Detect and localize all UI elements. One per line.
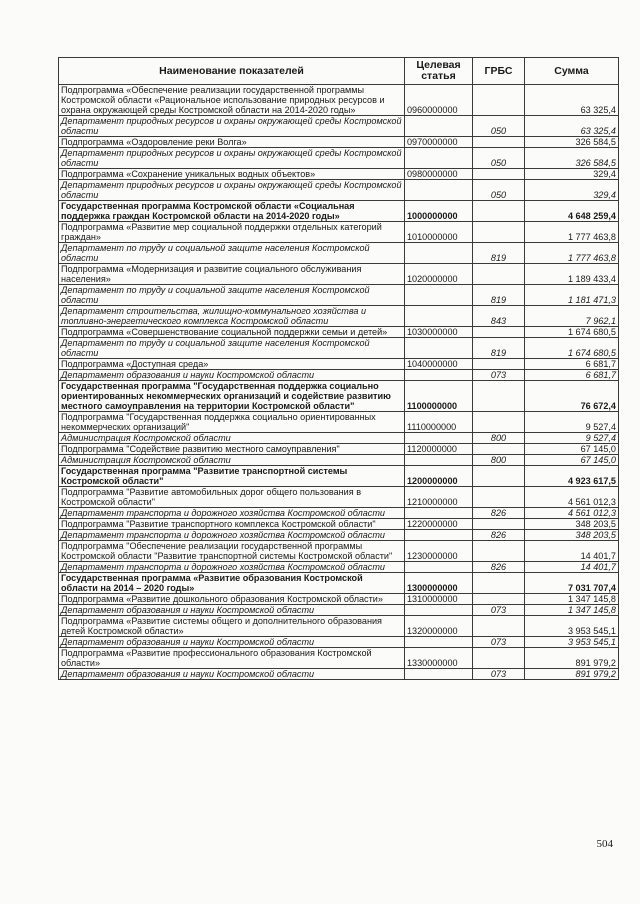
table-row-department <box>59 148 619 169</box>
cell-grbs: 819 <box>473 338 525 359</box>
cell-code <box>405 148 473 169</box>
cell-name: Департамент по труду и социальной защите населения Костромской области <box>59 243 405 264</box>
table-row-subprogram <box>59 648 619 669</box>
header-name: Наименование показателей <box>59 58 405 85</box>
cell-grbs: 050 <box>473 116 525 137</box>
cell-code: 1220000000 <box>405 519 473 530</box>
cell-name: Подпрограмма "Государственная поддержка социально ориентированных некоммерческих организаций" <box>59 412 405 433</box>
cell-sum: 326 584,5 <box>525 137 619 148</box>
cell-code: 1110000000 <box>405 412 473 433</box>
cell-grbs <box>473 444 525 455</box>
table-row-department <box>59 370 619 381</box>
cell-sum: 67 145,0 <box>525 455 619 466</box>
cell-name: Подпрограмма "Развитие транспортного комплекса Костромской области" <box>59 519 405 530</box>
cell-name: Подпрограмма «Модернизация и развитие социального обслуживания населения» <box>59 264 405 285</box>
table-row-subprogram <box>59 444 619 455</box>
table-row-department <box>59 306 619 327</box>
cell-grbs: 819 <box>473 285 525 306</box>
cell-code: 1300000000 <box>405 573 473 594</box>
table-row-subprogram <box>59 85 619 116</box>
cell-sum: 9 527,4 <box>525 433 619 444</box>
cell-name: Подпрограмма "Развитие автомобильных дорог общего пользования в Костромской области" <box>59 487 405 508</box>
cell-name: Департамент образования и науки Костромской области <box>59 605 405 616</box>
table-row-department <box>59 243 619 264</box>
cell-grbs: 819 <box>473 243 525 264</box>
cell-grbs <box>473 264 525 285</box>
table-row-program <box>59 201 619 222</box>
cell-code <box>405 433 473 444</box>
cell-code: 1100000000 <box>405 381 473 412</box>
cell-grbs: 073 <box>473 669 525 680</box>
cell-grbs <box>473 201 525 222</box>
table-row-department <box>59 530 619 541</box>
cell-sum: 9 527,4 <box>525 412 619 433</box>
cell-grbs: 073 <box>473 637 525 648</box>
cell-code: 1120000000 <box>405 444 473 455</box>
table-row-subprogram <box>59 541 619 562</box>
cell-sum: 3 953 545,1 <box>525 616 619 637</box>
table-row-department <box>59 562 619 573</box>
table-row-subprogram <box>59 616 619 637</box>
cell-name: Государственная программа Костромской области «Социальная поддержка граждан Костромской области на 2014-2020 годы» <box>59 201 405 222</box>
table-row-department <box>59 180 619 201</box>
cell-code: 1210000000 <box>405 487 473 508</box>
cell-sum: 4 561 012,3 <box>525 508 619 519</box>
cell-code: 1330000000 <box>405 648 473 669</box>
cell-sum: 1 777 463,8 <box>525 222 619 243</box>
cell-code <box>405 116 473 137</box>
table-row-department <box>59 455 619 466</box>
cell-grbs <box>473 519 525 530</box>
cell-code <box>405 180 473 201</box>
cell-code <box>405 243 473 264</box>
cell-name: Департамент по труду и социальной защите населения Костромской области <box>59 285 405 306</box>
cell-name: Подпрограмма «Развитие мер социальной поддержки отдельных категорий граждан» <box>59 222 405 243</box>
cell-code: 1040000000 <box>405 359 473 370</box>
cell-code <box>405 637 473 648</box>
cell-grbs <box>473 359 525 370</box>
cell-grbs <box>473 594 525 605</box>
table-row-subprogram <box>59 264 619 285</box>
cell-sum: 891 979,2 <box>525 669 619 680</box>
cell-sum: 7 962,1 <box>525 306 619 327</box>
cell-grbs: 073 <box>473 370 525 381</box>
table-row-subprogram <box>59 222 619 243</box>
cell-code <box>405 530 473 541</box>
cell-code: 0970000000 <box>405 137 473 148</box>
cell-sum: 1 347 145,8 <box>525 594 619 605</box>
cell-sum: 1 777 463,8 <box>525 243 619 264</box>
cell-code: 1000000000 <box>405 201 473 222</box>
cell-name: Департамент образования и науки Костромской области <box>59 370 405 381</box>
cell-grbs <box>473 137 525 148</box>
cell-sum: 76 672,4 <box>525 381 619 412</box>
cell-grbs <box>473 487 525 508</box>
cell-code <box>405 669 473 680</box>
header-sum: Сумма <box>525 58 619 85</box>
cell-name: Подпрограмма «Развитие системы общего и дополнительного образования детей Костромской области» <box>59 616 405 637</box>
cell-sum: 4 561 012,3 <box>525 487 619 508</box>
cell-code: 1310000000 <box>405 594 473 605</box>
cell-code: 1030000000 <box>405 327 473 338</box>
table-row-department <box>59 285 619 306</box>
cell-sum: 63 325,4 <box>525 116 619 137</box>
table-row-department <box>59 637 619 648</box>
cell-grbs <box>473 616 525 637</box>
table-row-subprogram <box>59 412 619 433</box>
cell-grbs: 826 <box>473 562 525 573</box>
cell-name: Департамент образования и науки Костромской области <box>59 669 405 680</box>
cell-sum: 1 674 680,5 <box>525 338 619 359</box>
cell-code <box>405 306 473 327</box>
cell-grbs <box>473 327 525 338</box>
cell-grbs: 843 <box>473 306 525 327</box>
cell-name: Государственная программа "Развитие транспортной системы Костромской области" <box>59 466 405 487</box>
cell-name: Подпрограмма «Развитие профессионального образования Костромской области» <box>59 648 405 669</box>
cell-sum: 326 584,5 <box>525 148 619 169</box>
cell-name: Департамент транспорта и дорожного хозяйства Костромской области <box>59 530 405 541</box>
table-row-subprogram <box>59 519 619 530</box>
cell-code: 1320000000 <box>405 616 473 637</box>
cell-grbs: 073 <box>473 605 525 616</box>
budget-table <box>58 57 619 680</box>
table-row-subprogram <box>59 487 619 508</box>
cell-grbs <box>473 85 525 116</box>
cell-grbs <box>473 648 525 669</box>
header-grbs: ГРБС <box>473 58 525 85</box>
cell-name: Департамент природных ресурсов и охраны окружающей среды Костромской области <box>59 148 405 169</box>
cell-name: Департамент природных ресурсов и охраны окружающей среды Костромской области <box>59 180 405 201</box>
cell-sum: 3 953 545,1 <box>525 637 619 648</box>
cell-name: Департамент строительства, жилищно-коммунального хозяйства и топливно-энергетического комплекса Костромской области <box>59 306 405 327</box>
cell-grbs: 050 <box>473 180 525 201</box>
cell-sum: 4 648 259,4 <box>525 201 619 222</box>
cell-grbs <box>473 412 525 433</box>
cell-sum: 14 401,7 <box>525 562 619 573</box>
cell-code: 1200000000 <box>405 466 473 487</box>
cell-code <box>405 338 473 359</box>
cell-grbs <box>473 573 525 594</box>
cell-grbs: 800 <box>473 455 525 466</box>
table-body <box>59 85 619 680</box>
cell-code: 0980000000 <box>405 169 473 180</box>
cell-name: Подпрограмма "Обеспечение реализации государственной программы Костромской области "Развитие транспортной системы Костромской области" <box>59 541 405 562</box>
cell-grbs <box>473 381 525 412</box>
table-row-subprogram <box>59 137 619 148</box>
table-row-department <box>59 605 619 616</box>
table-row-department <box>59 433 619 444</box>
cell-sum: 891 979,2 <box>525 648 619 669</box>
table-row-program <box>59 381 619 412</box>
cell-code <box>405 605 473 616</box>
cell-grbs <box>473 222 525 243</box>
cell-name: Департамент транспорта и дорожного хозяйства Костромской области <box>59 562 405 573</box>
cell-code: 1010000000 <box>405 222 473 243</box>
table-row-subprogram <box>59 594 619 605</box>
cell-sum: 329,4 <box>525 169 619 180</box>
table-header-row <box>59 58 619 85</box>
cell-name: Подпрограмма «Развитие дошкольного образования Костромской области» <box>59 594 405 605</box>
table-row-program <box>59 466 619 487</box>
header-code: Целевая статья <box>405 58 473 85</box>
cell-sum: 1 674 680,5 <box>525 327 619 338</box>
cell-code <box>405 562 473 573</box>
cell-name: Государственная программа "Государственная поддержка социально ориентированных некоммерческих организаций и содействие развитию местного самоуправления на территории Костромской области" <box>59 381 405 412</box>
cell-name: Департамент образования и науки Костромской области <box>59 637 405 648</box>
cell-code: 1230000000 <box>405 541 473 562</box>
cell-code <box>405 455 473 466</box>
cell-grbs <box>473 466 525 487</box>
cell-code <box>405 508 473 519</box>
cell-name: Департамент по труду и социальной защите населения Костромской области <box>59 338 405 359</box>
cell-name: Департамент природных ресурсов и охраны окружающей среды Костромской области <box>59 116 405 137</box>
cell-sum: 1 181 471,3 <box>525 285 619 306</box>
cell-name: Подпрограмма «Сохранение уникальных водных объектов» <box>59 169 405 180</box>
table-row-subprogram <box>59 327 619 338</box>
cell-code <box>405 370 473 381</box>
cell-sum: 1 189 433,4 <box>525 264 619 285</box>
cell-sum: 6 681,7 <box>525 370 619 381</box>
cell-name: Подпрограмма «Совершенствование социальной поддержки семьи и детей» <box>59 327 405 338</box>
table-row-subprogram <box>59 169 619 180</box>
table-row-program <box>59 573 619 594</box>
cell-grbs <box>473 169 525 180</box>
cell-sum: 6 681,7 <box>525 359 619 370</box>
table-row-department <box>59 669 619 680</box>
cell-sum: 7 031 707,4 <box>525 573 619 594</box>
table-row-subprogram <box>59 359 619 370</box>
cell-grbs: 050 <box>473 148 525 169</box>
cell-sum: 1 347 145,8 <box>525 605 619 616</box>
table-row-department <box>59 508 619 519</box>
cell-grbs: 826 <box>473 530 525 541</box>
cell-name: Департамент транспорта и дорожного хозяйства Костромской области <box>59 508 405 519</box>
cell-code: 0960000000 <box>405 85 473 116</box>
cell-code: 1020000000 <box>405 264 473 285</box>
cell-sum: 348 203,5 <box>525 530 619 541</box>
cell-grbs: 826 <box>473 508 525 519</box>
cell-name: Подпрограмма «Доступная среда» <box>59 359 405 370</box>
cell-name: Подпрограмма "Содействие развитию местного самоуправления" <box>59 444 405 455</box>
cell-name: Администрация Костромской области <box>59 455 405 466</box>
cell-name: Подпрограмма «Оздоровление реки Волга» <box>59 137 405 148</box>
cell-sum: 329,4 <box>525 180 619 201</box>
table-row-department <box>59 338 619 359</box>
cell-sum: 4 923 617,5 <box>525 466 619 487</box>
page-number: 504 <box>596 838 613 850</box>
cell-grbs: 800 <box>473 433 525 444</box>
cell-name: Администрация Костромской области <box>59 433 405 444</box>
cell-sum: 14 401,7 <box>525 541 619 562</box>
cell-sum: 63 325,4 <box>525 85 619 116</box>
cell-code <box>405 285 473 306</box>
cell-name: Подпрограмма «Обеспечение реализации государственной программы Костромской области «Рациональное использование природных ресурсов и охрана окружающей среды Костромской области на 2014-2020 годы» <box>59 85 405 116</box>
cell-grbs <box>473 541 525 562</box>
table-row-department <box>59 116 619 137</box>
cell-sum: 348 203,5 <box>525 519 619 530</box>
cell-name: Государственная программа «Развитие образования Костромской области на 2014 – 2020 годы» <box>59 573 405 594</box>
cell-sum: 67 145,0 <box>525 444 619 455</box>
